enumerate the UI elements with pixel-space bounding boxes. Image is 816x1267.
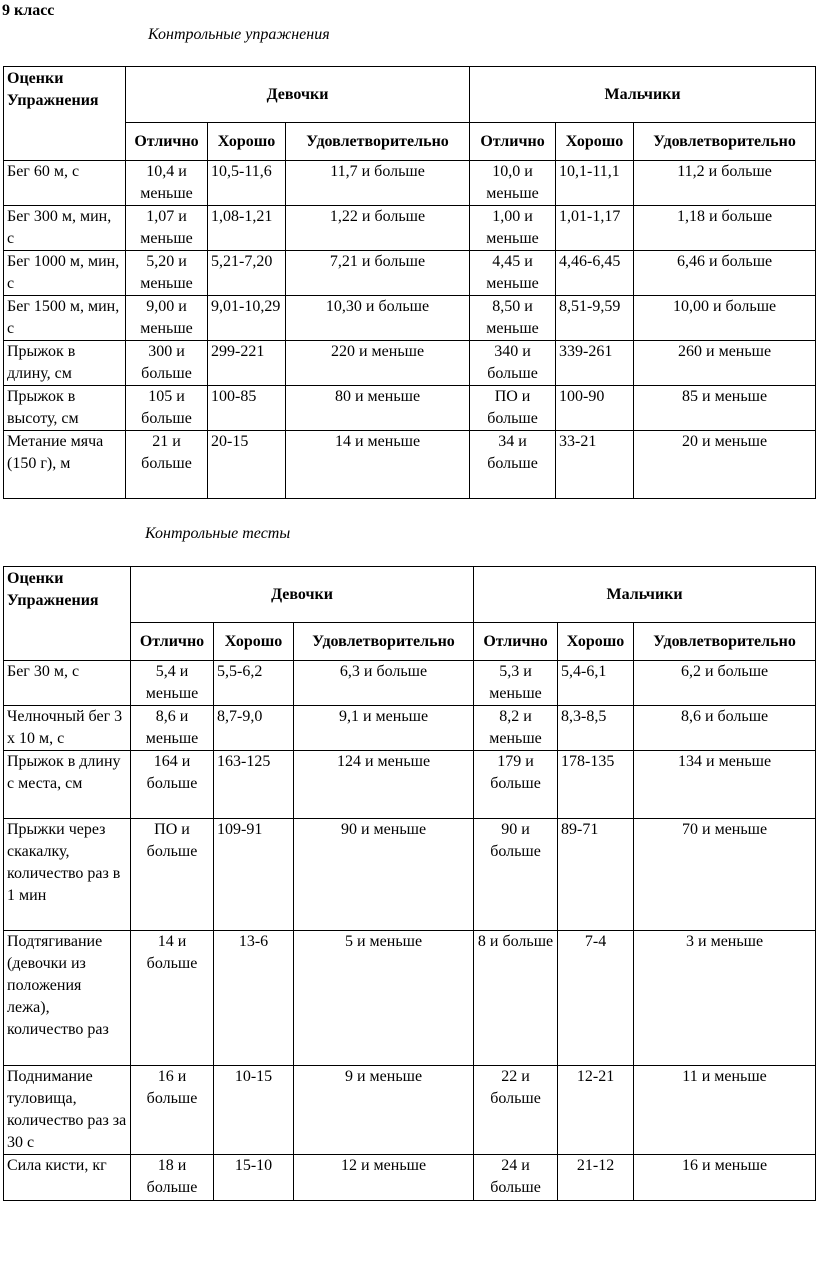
boys-satisfactory-cell: 20 и меньше bbox=[634, 431, 816, 499]
exercise-cell: Бег 30 м, с bbox=[4, 661, 131, 706]
boys-satisfactory-cell: 1,18 и больше bbox=[634, 206, 816, 251]
girls-excellent-cell: 105 и больше bbox=[126, 386, 208, 431]
boys-satisfactory-cell: 134 и меньше bbox=[634, 751, 816, 819]
girls-good-cell: 10-15 bbox=[214, 1066, 294, 1155]
exercise-cell: Бег 1000 м, мин, с bbox=[4, 251, 126, 296]
girls-satisfactory-cell: 1,22 и больше bbox=[286, 206, 470, 251]
girls-excellent-cell: 9,00 и меньше bbox=[126, 296, 208, 341]
boys-good-cell: 339-261 bbox=[556, 341, 634, 386]
boys-satisfactory-cell: 85 и меньше bbox=[634, 386, 816, 431]
corner-cell bbox=[4, 567, 131, 661]
grade-header: Удовлетворительно bbox=[634, 623, 816, 661]
grade-header: Отлично bbox=[470, 123, 556, 161]
table-row bbox=[4, 206, 816, 251]
girls-good-cell: 15-10 bbox=[214, 1155, 294, 1201]
boys-satisfactory-cell: 260 и меньше bbox=[634, 341, 816, 386]
girls-satisfactory-cell: 90 и меньше bbox=[294, 819, 474, 931]
boys-excellent-cell: 4,45 и меньше bbox=[470, 251, 556, 296]
girls-excellent-cell: 14 и больше bbox=[131, 931, 214, 1066]
girls-satisfactory-cell: 9,1 и меньше bbox=[294, 706, 474, 751]
boys-good-cell: 89-71 bbox=[558, 819, 634, 931]
girls-excellent-cell: 21 и больше bbox=[126, 431, 208, 499]
girls-satisfactory-cell: 11,7 и больше bbox=[286, 161, 470, 206]
boys-good-cell: 12-21 bbox=[558, 1066, 634, 1155]
boys-good-cell: 5,4-6,1 bbox=[558, 661, 634, 706]
grade-header: Хорошо bbox=[214, 623, 294, 661]
boys-good-cell: 1,01-1,17 bbox=[556, 206, 634, 251]
table-row bbox=[4, 1066, 816, 1155]
girls-excellent-cell: 8,6 и меньше bbox=[131, 706, 214, 751]
boys-good-cell: 7-4 bbox=[558, 931, 634, 1066]
exercise-cell: Сила кисти, кг bbox=[4, 1155, 131, 1201]
exercise-cell: Челночный бег 3 х 10 м, с bbox=[4, 706, 131, 751]
boys-excellent-cell: 22 и больше bbox=[474, 1066, 558, 1155]
boys-good-cell: 21-12 bbox=[558, 1155, 634, 1201]
boys-good-cell: 4,46-6,45 bbox=[556, 251, 634, 296]
boys-satisfactory-cell: 3 и меньше bbox=[634, 931, 816, 1066]
table-row bbox=[4, 341, 816, 386]
girls-good-cell: 20-15 bbox=[208, 431, 286, 499]
corner-cell bbox=[4, 67, 126, 161]
girls-satisfactory-cell: 14 и меньше bbox=[286, 431, 470, 499]
exercise-cell: Подтягивание (девочки из положения лежа), количество раз bbox=[4, 931, 131, 1066]
girls-satisfactory-cell: 80 и меньше bbox=[286, 386, 470, 431]
grade-header: Удовлетворительно bbox=[294, 623, 474, 661]
grade-header: Отлично bbox=[474, 623, 558, 661]
grade-header: Хорошо bbox=[556, 123, 634, 161]
girls-excellent-cell: 164 и больше bbox=[131, 751, 214, 819]
exercise-cell: Прыжок в длину, см bbox=[4, 341, 126, 386]
table-row bbox=[4, 819, 816, 931]
girls-satisfactory-cell: 6,3 и больше bbox=[294, 661, 474, 706]
boys-excellent-cell: 340 и больше bbox=[470, 341, 556, 386]
boys-satisfactory-cell: 11 и меньше bbox=[634, 1066, 816, 1155]
boys-excellent-cell: 8,2 и меньше bbox=[474, 706, 558, 751]
corner-line-exercises: Упражнения bbox=[7, 92, 99, 109]
boys-header: Мальчики bbox=[474, 567, 816, 623]
boys-excellent-cell: 10,0 и меньше bbox=[470, 161, 556, 206]
section-title: Контрольные упражнения bbox=[148, 26, 330, 43]
girls-good-cell: 9,01-10,29 bbox=[208, 296, 286, 341]
girls-excellent-cell: 300 и больше bbox=[126, 341, 208, 386]
girls-satisfactory-cell: 7,21 и больше bbox=[286, 251, 470, 296]
boys-good-cell: 10,1-11,1 bbox=[556, 161, 634, 206]
girls-excellent-cell: 5,20 и меньше bbox=[126, 251, 208, 296]
boys-good-cell: 8,51-9,59 bbox=[556, 296, 634, 341]
table-row bbox=[4, 386, 816, 431]
exercise-cell: Бег 60 м, с bbox=[4, 161, 126, 206]
girls-satisfactory-cell: 220 и меньше bbox=[286, 341, 470, 386]
corner-line-grades: Оценки bbox=[7, 70, 64, 87]
boys-good-cell: 33-21 bbox=[556, 431, 634, 499]
girls-good-cell: 1,08-1,21 bbox=[208, 206, 286, 251]
boys-satisfactory-cell: 6,46 и больше bbox=[634, 251, 816, 296]
girls-good-cell: 5,21-7,20 bbox=[208, 251, 286, 296]
group-header-row bbox=[4, 567, 816, 623]
grade-header: Удовлетворительно bbox=[634, 123, 816, 161]
girls-satisfactory-cell: 124 и меньше bbox=[294, 751, 474, 819]
girls-satisfactory-cell: 10,30 и больше bbox=[286, 296, 470, 341]
boys-good-cell: 100-90 bbox=[556, 386, 634, 431]
girls-good-cell: 8,7-9,0 bbox=[214, 706, 294, 751]
boys-good-cell: 8,3-8,5 bbox=[558, 706, 634, 751]
exercise-cell: Поднимание туловища, количество раз за 30 с bbox=[4, 1066, 131, 1155]
grade-header-row bbox=[4, 123, 816, 161]
table-row bbox=[4, 706, 816, 751]
boys-excellent-cell: 8 и больше bbox=[474, 931, 558, 1066]
table-row bbox=[4, 296, 816, 341]
girls-excellent-cell: ПО и больше bbox=[131, 819, 214, 931]
girls-header: Девочки bbox=[131, 567, 474, 623]
girls-satisfactory-cell: 12 и меньше bbox=[294, 1155, 474, 1201]
exercise-cell: Бег 300 м, мин, с bbox=[4, 206, 126, 251]
corner-line-exercises: Упражнения bbox=[7, 592, 99, 609]
grade-header: Отлично bbox=[131, 623, 214, 661]
group-header-row bbox=[4, 67, 816, 123]
boys-excellent-cell: 5,3 и меньше bbox=[474, 661, 558, 706]
exercise-cell: Бег 1500 м, мин, с bbox=[4, 296, 126, 341]
girls-good-cell: 5,5-6,2 bbox=[214, 661, 294, 706]
grade-header: Хорошо bbox=[558, 623, 634, 661]
table-row bbox=[4, 751, 816, 819]
girls-satisfactory-cell: 9 и меньше bbox=[294, 1066, 474, 1155]
girls-good-cell: 100-85 bbox=[208, 386, 286, 431]
boys-satisfactory-cell: 6,2 и больше bbox=[634, 661, 816, 706]
table-row bbox=[4, 1155, 816, 1201]
boys-good-cell: 178-135 bbox=[558, 751, 634, 819]
boys-excellent-cell: 1,00 и меньше bbox=[470, 206, 556, 251]
boys-excellent-cell: ПО и больше bbox=[470, 386, 556, 431]
girls-good-cell: 299-221 bbox=[208, 341, 286, 386]
table-row bbox=[4, 431, 816, 499]
girls-excellent-cell: 5,4 и меньше bbox=[131, 661, 214, 706]
grade-header: Отлично bbox=[126, 123, 208, 161]
boys-satisfactory-cell: 11,2 и больше bbox=[634, 161, 816, 206]
table-row bbox=[4, 161, 816, 206]
girls-header: Девочки bbox=[126, 67, 470, 123]
boys-satisfactory-cell: 8,6 и больше bbox=[634, 706, 816, 751]
exercise-cell: Прыжок в высоту, см bbox=[4, 386, 126, 431]
table-row bbox=[4, 931, 816, 1066]
girls-excellent-cell: 16 и больше bbox=[131, 1066, 214, 1155]
table-row bbox=[4, 251, 816, 296]
girls-excellent-cell: 18 и больше bbox=[131, 1155, 214, 1201]
boys-satisfactory-cell: 10,00 и больше bbox=[634, 296, 816, 341]
exercise-cell: Прыжок в длину с места, см bbox=[4, 751, 131, 819]
boys-satisfactory-cell: 16 и меньше bbox=[634, 1155, 816, 1201]
tests-table bbox=[3, 566, 816, 1201]
table-row bbox=[4, 661, 816, 706]
boys-excellent-cell: 8,50 и меньше bbox=[470, 296, 556, 341]
exercises-table bbox=[3, 66, 816, 499]
girls-satisfactory-cell: 5 и меньше bbox=[294, 931, 474, 1066]
girls-good-cell: 163-125 bbox=[214, 751, 294, 819]
grade-title: 9 класс bbox=[2, 2, 55, 19]
exercise-cell: Прыжки через скакалку, количество раз в 1 мин bbox=[4, 819, 131, 931]
boys-header: Мальчики bbox=[470, 67, 816, 123]
boys-excellent-cell: 179 и больше bbox=[474, 751, 558, 819]
grade-header: Хорошо bbox=[208, 123, 286, 161]
exercise-cell: Метание мяча (150 г), м bbox=[4, 431, 126, 499]
girls-excellent-cell: 10,4 и меньше bbox=[126, 161, 208, 206]
girls-excellent-cell: 1,07 и меньше bbox=[126, 206, 208, 251]
boys-excellent-cell: 24 и больше bbox=[474, 1155, 558, 1201]
section-title: Контрольные тесты bbox=[145, 525, 291, 542]
corner-line-grades: Оценки bbox=[7, 570, 64, 587]
grade-header: Удовлетворительно bbox=[286, 123, 470, 161]
boys-satisfactory-cell: 70 и меньше bbox=[634, 819, 816, 931]
girls-good-cell: 109-91 bbox=[214, 819, 294, 931]
boys-excellent-cell: 34 и больше bbox=[470, 431, 556, 499]
girls-good-cell: 13-6 bbox=[214, 931, 294, 1066]
girls-good-cell: 10,5-11,6 bbox=[208, 161, 286, 206]
boys-excellent-cell: 90 и больше bbox=[474, 819, 558, 931]
